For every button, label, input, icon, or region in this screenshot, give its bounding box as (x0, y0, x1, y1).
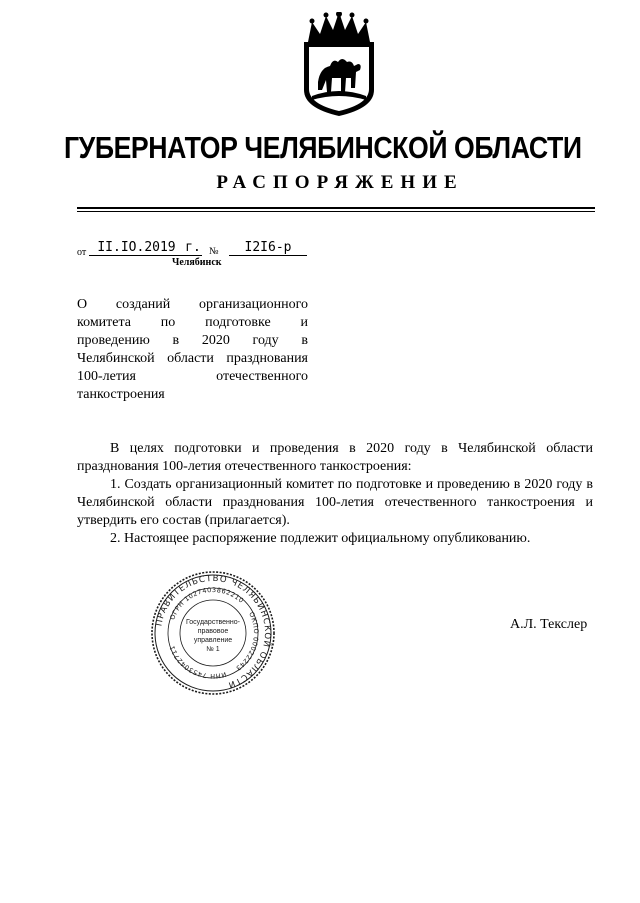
subject-line: 100-летия отечественного (77, 369, 308, 384)
stamp-okpo: ОКПО 00022243 (234, 610, 261, 673)
document-type-heading: РАСПОРЯЖЕНИЕ (216, 172, 464, 193)
subject-line: проведению в 2020 году в (77, 333, 308, 348)
issuer-title: ГУБЕРНАТОР ЧЕЛЯБИНСКОЙ ОБЛАСТИ (63, 130, 582, 165)
body-item-1: 1. Создать организационный комитет по подготовке и проведению в 2020 году в Челябинской области празднования 100-летия отечественного танкостроения и утвердить его состав (прилагается). (77, 477, 593, 528)
document-number: I2I6-р (229, 240, 307, 256)
date-prefix: от (77, 247, 87, 258)
subject-line: Челябинской области празднования (77, 351, 308, 366)
city-label: Челябинск (172, 257, 222, 268)
coat-of-arms-emblem (300, 12, 378, 116)
subject-line: комитета по подготовке и (77, 315, 308, 330)
stamp-center-line: правовое (197, 628, 229, 635)
document-date: II.IO.2019 (89, 240, 184, 256)
stamp-center-line: № 1 (206, 646, 220, 653)
subject-line: танкостроения (77, 387, 165, 402)
document-meta (77, 240, 377, 280)
body-item-2: 2. Настоящее распоряжение подлежит официальному опубликованию. (110, 531, 531, 546)
stamp-inn: ИНН 7453042711 (168, 644, 228, 681)
subject-line: О созданий организационного (77, 297, 308, 312)
official-seal-stamp (150, 570, 276, 696)
document-body (77, 440, 593, 548)
date-suffix: г. (185, 240, 201, 255)
stamp-ogrn: ОГРН 1027403862210 (168, 585, 246, 622)
header-divider-thick (77, 207, 595, 209)
header-divider-thin (77, 211, 595, 212)
signatory-name: А.Л. Текслер (510, 617, 588, 632)
document-subject (77, 296, 308, 404)
stamp-center-line: Государственно- (185, 619, 241, 626)
number-prefix: № (209, 246, 219, 257)
body-intro-paragraph: В целях подготовки и проведения в 2020 году в Челябинской области празднования 100-летия отечественного танкостроения: (77, 441, 593, 474)
stamp-center-line: управление (193, 637, 233, 644)
stamp-outer-text: ПРАВИТЕЛЬСТВО ЧЕЛЯБИНСКОЙ ОБЛАСТИ (154, 573, 273, 690)
